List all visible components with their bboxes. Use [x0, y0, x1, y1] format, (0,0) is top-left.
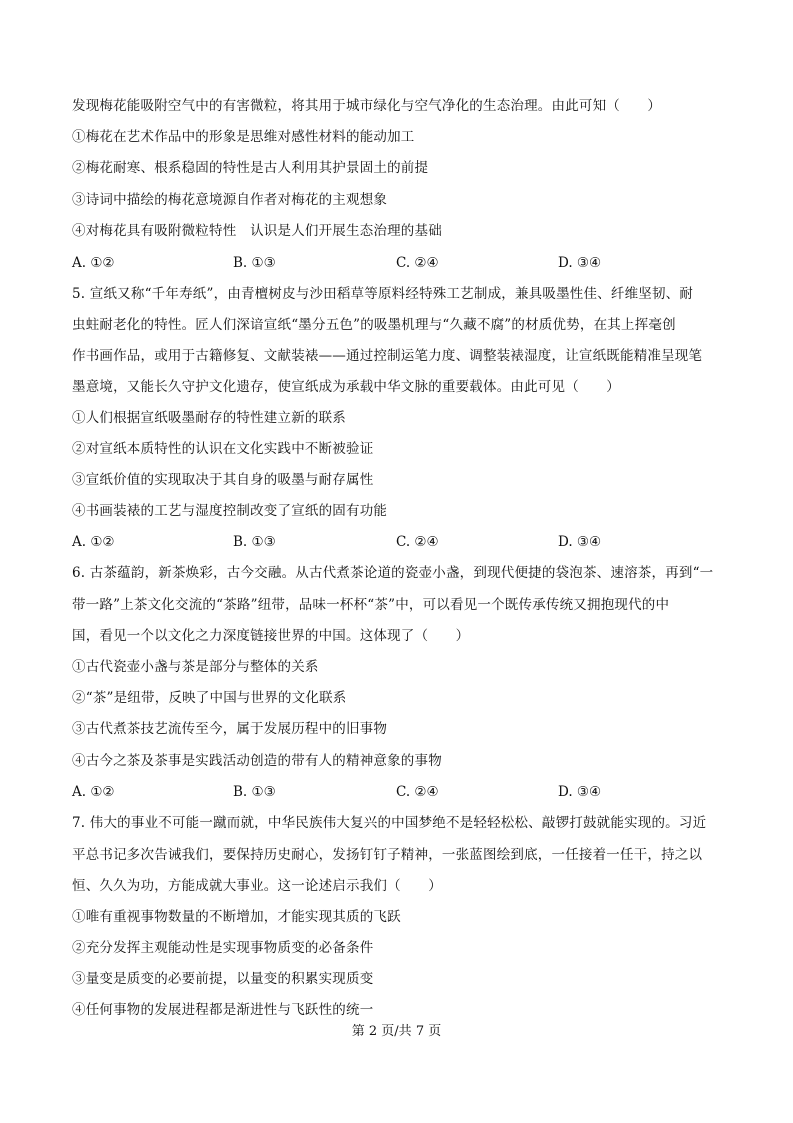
- q4-item-1: ①梅花在艺术作品中的形象是思维对感性材料的能动加工: [72, 129, 415, 145]
- q5-option-d[interactable]: D. ③④: [558, 534, 602, 550]
- q7-item-3: ③量变是质变的必要前提，以量变的积累实现质变: [72, 971, 374, 987]
- q6-option-c[interactable]: C. ②④: [396, 784, 439, 800]
- q6-stem-line-1: 6. 古茶蕴韵，新茶焕彩，古今交融。从古代煮茶论道的瓷壶小盏，到现代便捷的袋泡茶、速溶茶，再到“一: [72, 565, 714, 581]
- q7-stem-line-3: 恒、久久为功，方能成就大事业。这一论述启示我们（ ）: [72, 878, 442, 894]
- q4-option-b[interactable]: B. ①③: [233, 255, 276, 271]
- q4-option-c[interactable]: C. ②④: [396, 255, 439, 271]
- q7-item-4: ④任何事物的发展进程都是渐进性与飞跃性的统一: [72, 1002, 374, 1018]
- q4-option-a[interactable]: A. ①②: [72, 255, 115, 271]
- q5-item-3: ③宣纸价值的实现取决于其自身的吸墨与耐存属性: [72, 472, 374, 488]
- q6-stem-line-3: 国，看见一个以文化之力深度链接世界的中国。这体现了（ ）: [72, 628, 470, 644]
- q5-stem-line-1: 5. 宣纸又称“千年寿纸”，由青檀树皮与沙田稻草等原料经特殊工艺制成，兼具吸墨性佳、纤维坚韧、耐: [72, 286, 694, 302]
- q6-item-4: ④古今之茶及茶事是实践活动创造的带有人的精神意象的事物: [72, 753, 442, 769]
- q5-options: [72, 532, 722, 552]
- q4-stem-tail: 发现梅花能吸附空气中的有害微粒，将其用于城市绿化与空气净化的生态治理。由此可知（ ）: [72, 98, 662, 114]
- q6-stem-line-2: 带一路”上茶文化交流的“茶路”纽带，品味一杯杯“茶”中，可以看见一个既传承传统又拥抱现代的中: [72, 597, 670, 613]
- q5-option-c[interactable]: C. ②④: [396, 534, 439, 550]
- q5-option-b[interactable]: B. ①③: [233, 534, 276, 550]
- q6-options: [72, 782, 722, 802]
- q5-item-1: ①人们根据宣纸吸墨耐存的特性建立新的联系: [72, 410, 346, 426]
- q7-item-1: ①唯有重视事物数量的不断增加，才能实现其质的飞跃: [72, 909, 401, 925]
- q5-item-4: ④书画装裱的工艺与湿度控制改变了宣纸的固有功能: [72, 503, 388, 519]
- q6-option-d[interactable]: D. ③④: [558, 784, 602, 800]
- q6-option-a[interactable]: A. ①②: [72, 784, 115, 800]
- page-number-footer: 第 2 页/共 7 页: [351, 1024, 442, 1039]
- q5-stem-line-3: 作书画作品，或用于古籍修复、文献装裱——通过控制运笔力度、调整装裱湿度，让宣纸既能精准呈现笔: [72, 348, 703, 364]
- q6-item-2: ②“茶”是纽带，反映了中国与世界的文化联系: [72, 690, 347, 706]
- q5-option-a[interactable]: A. ①②: [72, 534, 115, 550]
- q5-stem-line-2: 虫蛀耐老化的特性。匠人们深谙宣纸“墨分五色”的吸墨机理与“久藏不腐”的材质优势，在其上挥毫创: [72, 317, 676, 333]
- q4-item-2: ②梅花耐寒、根系稳固的特性是古人利用其护景固土的前提: [72, 160, 429, 176]
- q4-item-3: ③诗词中描绘的梅花意境源自作者对梅花的主观想象: [72, 192, 388, 208]
- q6-item-1: ①古代瓷壶小盏与茶是部分与整体的关系: [72, 659, 319, 675]
- q5-item-2: ②对宣纸本质特性的认识在文化实践中不断被验证: [72, 441, 374, 457]
- q7-stem-line-1: 7. 伟大的事业不可能一蹴而就，中华民族伟大复兴的中国梦绝不是轻轻松松、敲锣打鼓就能实现的。习近: [72, 815, 707, 831]
- q4-options: [72, 253, 722, 273]
- q6-option-b[interactable]: B. ①③: [233, 784, 276, 800]
- q4-item-4: ④对梅花具有吸附微粒特性 认识是人们开展生态治理的基础: [72, 223, 442, 239]
- q4-option-d[interactable]: D. ③④: [558, 255, 602, 271]
- q7-item-2: ②充分发挥主观能动性是实现事物质变的必备条件: [72, 940, 374, 956]
- q7-stem-line-2: 平总书记多次告诫我们，要保持历史耐心，发扬钉钉子精神，一张蓝图绘到底，一任接着一任干，持之以: [72, 847, 703, 863]
- q6-item-3: ③古代煮茶技艺流传至今，属于发展历程中的旧事物: [72, 721, 388, 737]
- q5-stem-line-4: 墨意境，又能长久守护文化遗存，使宣纸成为承载中华文脉的重要载体。由此可见（ ）: [72, 379, 620, 395]
